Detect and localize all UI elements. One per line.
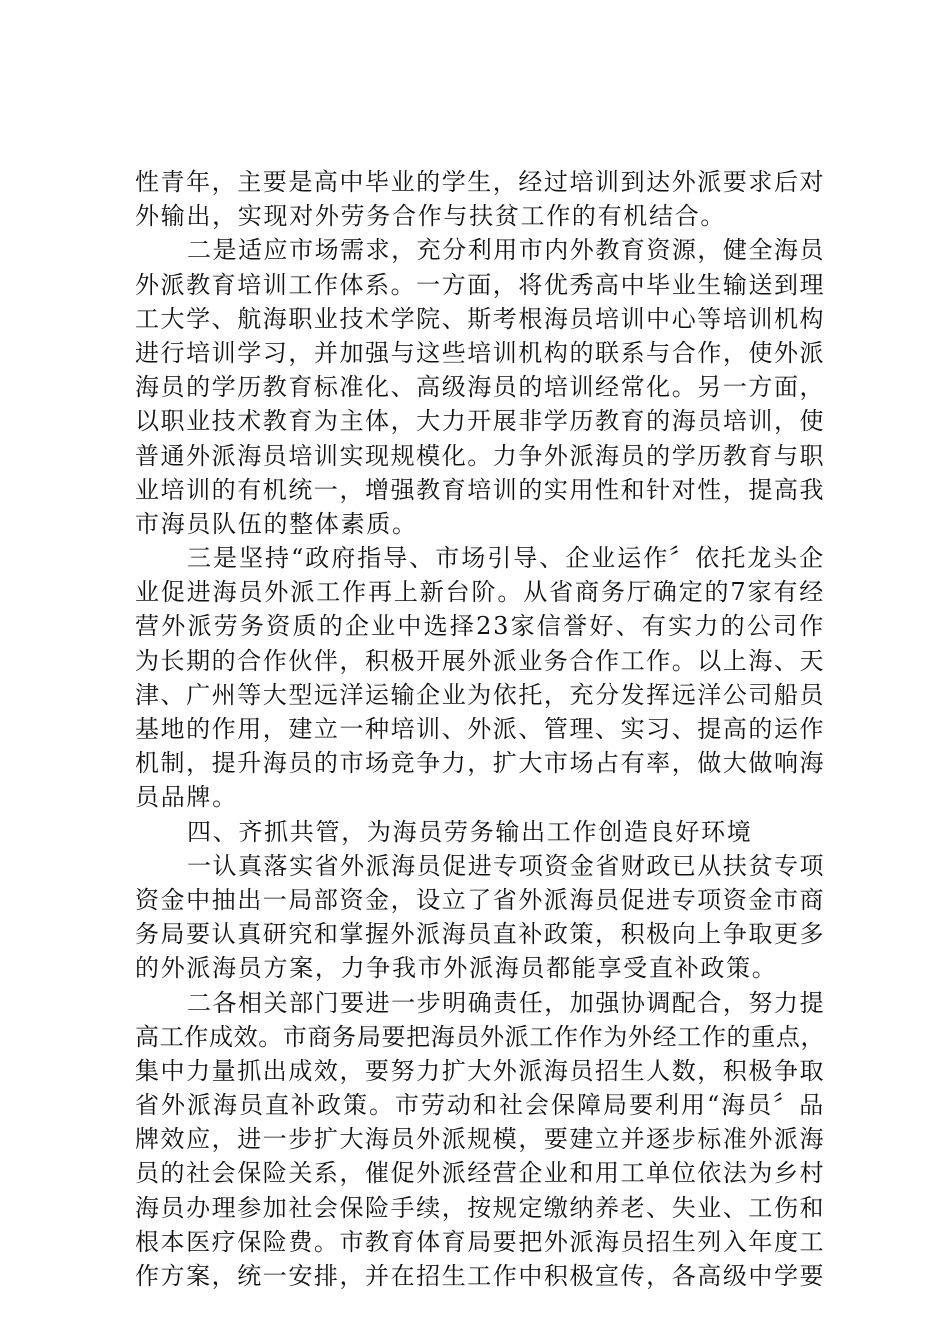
paragraph-first-line: 二是适应市场需求，充分利用市内外教育资源，健全海员 xyxy=(187,236,825,265)
text-line: 津、广州等大型远洋运输企业为依托，充分发挥远洋公司船员 xyxy=(135,680,825,709)
text-line: 业培训的有机统一，增强教育培训的实用性和针对性，提高我 xyxy=(135,475,825,504)
text-line: 为长期的合作伙伴，积极开展外派业务合作工作。以上海、天 xyxy=(135,646,825,675)
text-line: 外派教育培训工作体系。一方面，将优秀高中毕业生输送到理 xyxy=(135,270,825,299)
text-line: 机制，提升海员的市场竞争力，扩大市场占有率，做大做响海 xyxy=(135,749,825,778)
text-line: 业促进海员外派工作再上新台阶。从省商务厅确定的7家有经 xyxy=(135,578,825,607)
document-body xyxy=(135,165,825,1293)
text-line: 海员的学历教育标准化、高级海员的培训经常化。另一方面， xyxy=(135,373,825,402)
text-line: 市海员队伍的整体素质。 xyxy=(135,509,418,538)
text-line: 外输出，实现对外劳务合作与扶贫工作的有机结合。 xyxy=(135,202,727,231)
text-line: 集中力量抓出成效，要努力扩大外派海员招生人数，积极争取 xyxy=(135,1056,825,1085)
text-line: 营外派劳务资质的企业中选择23家信誉好、有实力的公司作 xyxy=(135,612,825,641)
text-line: 牌效应，进一步扩大海员外派规模，要建立并逐步标准外派海 xyxy=(135,1125,825,1154)
text-line: 作方案，统一安排，并在招生工作中积极宣传，各高级中学要 xyxy=(135,1262,825,1290)
text-line: 海员办理参加社会保险手续，按规定缴纳养老、失业、工伤和 xyxy=(135,1193,825,1222)
paragraph-first-line: 二各相关部门要进一步明确责任，加强协调配合，努力提 xyxy=(187,988,825,1017)
paragraph-first-line: 三是坚持“政府指导、市场引导、企业运作〞依托龙头企 xyxy=(187,544,825,573)
text-line: 资金中抽出一局部资金，设立了省外派海员促进专项资金市商 xyxy=(135,885,825,914)
text-line: 工大学、航海职业技术学院、斯考根海员培训中心等培训机构 xyxy=(135,304,825,333)
text-line: 基地的作用，建立一种培训、外派、管理、实习、提高的运作 xyxy=(135,715,825,743)
paragraph-first-line: 四、齐抓共管，为海员劳务输出工作创造良好环境 xyxy=(187,817,753,846)
text-line: 省外派海员直补政策。市劳动和社会保障局要利用“海员〞品 xyxy=(135,1091,825,1120)
text-line: 的外派海员方案，力争我市外派海员都能享受直补政策。 xyxy=(135,954,778,983)
text-line: 员品牌。 xyxy=(135,783,238,812)
text-line: 性青年，主要是高中毕业的学生，经过培训到达外派要求后对 xyxy=(135,168,825,196)
text-line: 普通外派海员培训实现规模化。力争外派海员的学历教育与职 xyxy=(135,441,825,470)
text-line: 高工作成效。市商务局要把海员外派工作作为外经工作的重点， xyxy=(135,1022,825,1051)
paragraph-first-line: 一认真落实省外派海员促进专项资金省财政已从扶贫专项 xyxy=(187,851,825,880)
text-line: 根本医疗保险费。市教育体育局要把外派海员招生列入年度工 xyxy=(135,1227,825,1256)
text-line: 进行培训学习，并加强与这些培训机构的联系与合作，使外派 xyxy=(135,338,825,367)
text-line: 以职业技术教育为主体，大力开展非学历教育的海员培训，使 xyxy=(135,407,825,436)
text-line: 务局要认真研究和掌握外派海员直补政策，积极向上争取更多 xyxy=(135,920,825,949)
text-line: 员的社会保险关系，催促外派经营企业和用工单位依法为乡村 xyxy=(135,1159,825,1188)
